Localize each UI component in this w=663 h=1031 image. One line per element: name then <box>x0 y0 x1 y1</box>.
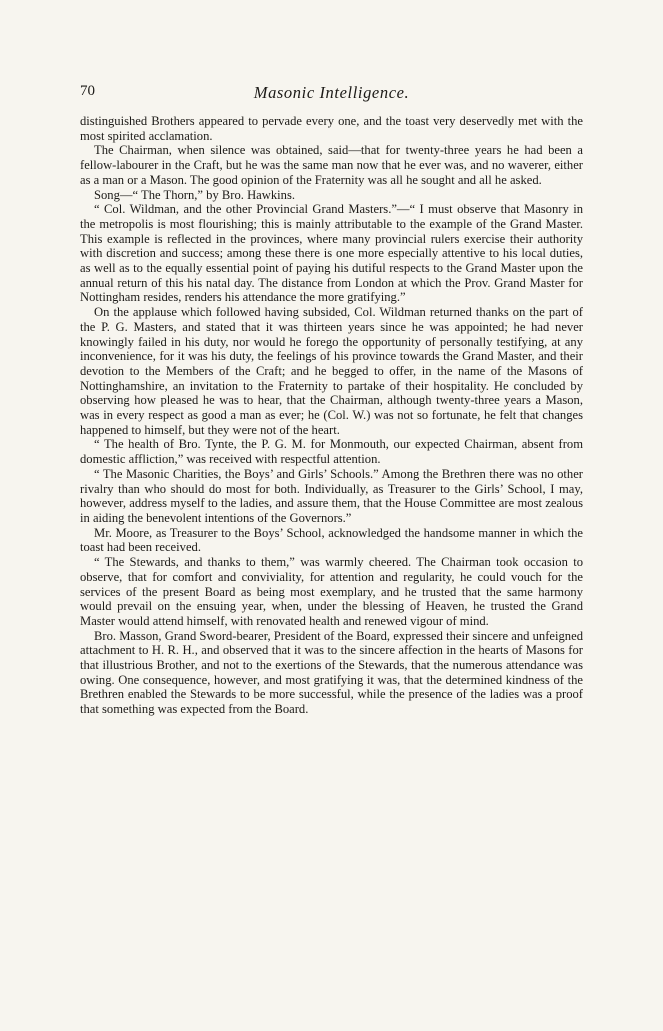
running-title: Masonic Intelligence. <box>253 83 410 102</box>
article-body <box>80 114 583 717</box>
paragraph-toast-charities: “ The Masonic Charities, the Boys’ and Girls’ Schools.” Among the Brethren there was no other rivalry than who should do most for both. Individually, as Treasurer to the Girls’ School, I may, however, address myself to the ladies, and assure them, that the House Committee are most zealous in aiding the benevolent intentions of the Governors.” <box>80 466 583 525</box>
paragraph-toast-provincial-masters: “ Col. Wildman, and the other Provincial Grand Masters.”—“ I must observe that Masonry in the metropolis is most flourishing; this is mainly attributable to the example of the Grand Master. This example is reflected in the provinces, where many provincial rulers exercise their authority with discretion and success; among these there is one more especially attentive to his local duties, as well as to the equally essential point of paying his dutiful respects to the Grand Master upon the annual return of this his natal day. The distance from London at which the Prov. Grand Master for Nottingham resides, renders his attendance the more gratifying.” <box>80 202 583 305</box>
paragraph-masson-reply: Bro. Masson, Grand Sword-bearer, President of the Board, expressed their sincere and unfeigned attachment to H. R. H., and observed that it was to the sincere affection in the hearts of Masons for that illustrious Brother, and not to the exertions of the Stewards, that the numerous attendance was owing. One consequence, however, and most gratifying it was, that the determined kindness of the Brethren enabled the Stewards to be more successful, while the presence of the ladies was a proof that something was expected from the Board. <box>80 628 583 717</box>
paragraph-song: Song—“ The Thorn,” by Bro. Hawkins. <box>94 187 296 202</box>
page-number: 70 <box>80 83 95 99</box>
page-header <box>80 83 583 105</box>
paragraph-moore-reply: Mr. Moore, as Treasurer to the Boys’ School, acknowledged the handsome manner in which the toast had been received. <box>80 525 583 555</box>
paragraph-chairman-reply: The Chairman, when silence was obtained, said—that for twenty-three years he had been a fellow-labourer in the Craft, but he was the same man now that he ever was, and no waverer, either as a man or a Mason. The good opinion of the Fraternity was all he sought and all he asked. <box>80 143 583 187</box>
paragraph-wildman-reply: On the applause which followed having subsided, Col. Wildman returned thanks on the part of the P. G. Masters, and stated that it was thirteen years since he was appointed; he had never knowingly failed in his duty, nor would he forego the opportunity of personally testifying, at any inconvenience, for it was his duty, the feelings of his province towards the Grand Master, and their devotion to the Members of the Craft; and he begged to offer, in the name of the Masons of Nottinghamshire, an invitation to the Fraternity to partake of their hospitality. He concluded by observing how pleased he was to hear, that the Chairman, although twenty-three years a Mason, was in every respect as good a man as ever; he (Col. W.) was not so fortunate, he felt that changes happened to himself, but they were not of the heart. <box>80 305 583 437</box>
paragraph-toast-tynte: “ The health of Bro. Tynte, the P. G. M. for Monmouth, our expected Chairman, absent from domestic affliction,” was received with respectful attention. <box>80 437 583 467</box>
paragraph-continued: distinguished Brothers appeared to pervade every one, and the toast very deservedly met with the most spirited acclamation. <box>80 114 583 143</box>
paragraph-toast-stewards: “ The Stewards, and thanks to them,” was warmly cheered. The Chairman took occasion to observe, that for comfort and conviviality, for attention and regularity, he could vouch for the services of the present Board as being most exemplary, and he trusted that the same harmony would prevail on the ensuing year, when, under the blessing of Heaven, he trusted the Grand Master would attend himself, with renovated health and renewed vigour of mind. <box>80 555 583 628</box>
